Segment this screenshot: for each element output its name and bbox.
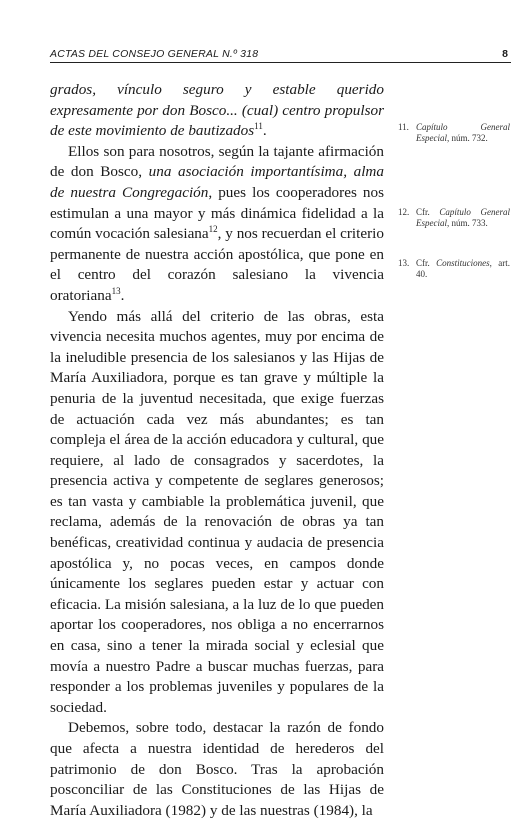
footnote-ref-11: 11	[254, 121, 263, 132]
footnote-ref-12: 12	[208, 224, 218, 235]
footnote-italic: Constituciones	[436, 258, 490, 268]
footnote-italic: Capítulo General Especial	[416, 207, 510, 228]
footnote-text	[416, 258, 510, 280]
footnote-ref-13: 13	[111, 285, 121, 296]
text-span: , núm. 732.	[447, 133, 488, 143]
footnote-11	[398, 122, 510, 144]
text-span: Cfr.	[416, 207, 440, 217]
footnote-text	[416, 122, 510, 144]
footnote-number: 12.	[398, 207, 410, 217]
text-span: , y nos recuerdan el criterio permanente de nuestra acción apostólica, que pone en el centro del corazón salesiano la vivencia oratoriana	[50, 225, 384, 304]
paragraph-3: Yendo más allá del criterio de las obras, esta vivencia necesita muchos agentes, muy por encima de la ineludible presencia de los salesianos y las Hijas de María Auxiliadora, porque es tan grave y múltiple la penuria de la juventud necesitada, que exige fuerzas de actuación cada vez más abundantes; es tan compleja el área de la acción educadora y cultural, que requiere, al lado de consagrados y sacerdotes, la presencia activa y competente de seglares generosos; es tan vasta y cambiable la problemática juvenil, que reclama, además de la renovación de obras ya tan benéficas, creatividad continua y audacia de presencia apostólica y, no pocas veces, en campos donde únicamente los seglares pueden estar y actuar con eficacia. La misión salesiana, a la luz de lo que pueden aportar los cooperadores, nos obliga a no encerrarnos en casa, sino a tener la mirada social y eclesial que movía a nuestro Padre a buscar muchas fuerzas, para responder a los problemas juveniles y populares de la sociedad.	[50, 307, 384, 716]
paragraph-4: Debemos, sobre todo, destacar la razón de fondo que afecta a nuestra identidad de herederos del patrimonio de don Bosco. Tras la aprobación posconciliar de las Constituciones de las Hijas de María Auxiliadora (1982) y de las nuestras (1984), la	[50, 719, 384, 819]
footnote-13	[398, 258, 510, 280]
text-span: , núm. 733.	[447, 218, 488, 228]
footnote-italic: Capítulo General Especial	[416, 122, 510, 143]
paragraph-1	[50, 80, 384, 142]
footnote-number: 13.	[398, 258, 410, 268]
running-title: ACTAS DEL CONSEJO GENERAL N.º 318	[50, 48, 259, 60]
quote-italic: grados, vínculo seguro y estable querido expresamente por don Bosco... (cual) centro propulsor de este movimiento de bautizados	[50, 81, 384, 140]
footnote-text	[416, 207, 510, 229]
text-span: , art. 40.	[416, 258, 510, 279]
page-number: 8	[502, 48, 508, 60]
text-span: , pues los cooperadores nos estimulan a una mayor y más dinámica fidelidad a la común vocación salesiana	[50, 183, 385, 243]
header-rule	[50, 62, 511, 63]
text-span: Ellos son para nosotros, según la tajante afirmación de don Bosco,	[50, 142, 384, 181]
text-span: Cfr.	[416, 258, 437, 268]
emphasis-italic: una asociación importantísima, alma de nuestra Congregación	[50, 163, 384, 201]
running-header	[50, 48, 510, 62]
paragraph-2	[50, 142, 384, 307]
text-span: .	[120, 286, 125, 304]
footnote-12	[398, 207, 510, 229]
text-span: .	[262, 122, 267, 140]
footnote-number: 11.	[398, 122, 409, 132]
main-text	[50, 80, 384, 821]
